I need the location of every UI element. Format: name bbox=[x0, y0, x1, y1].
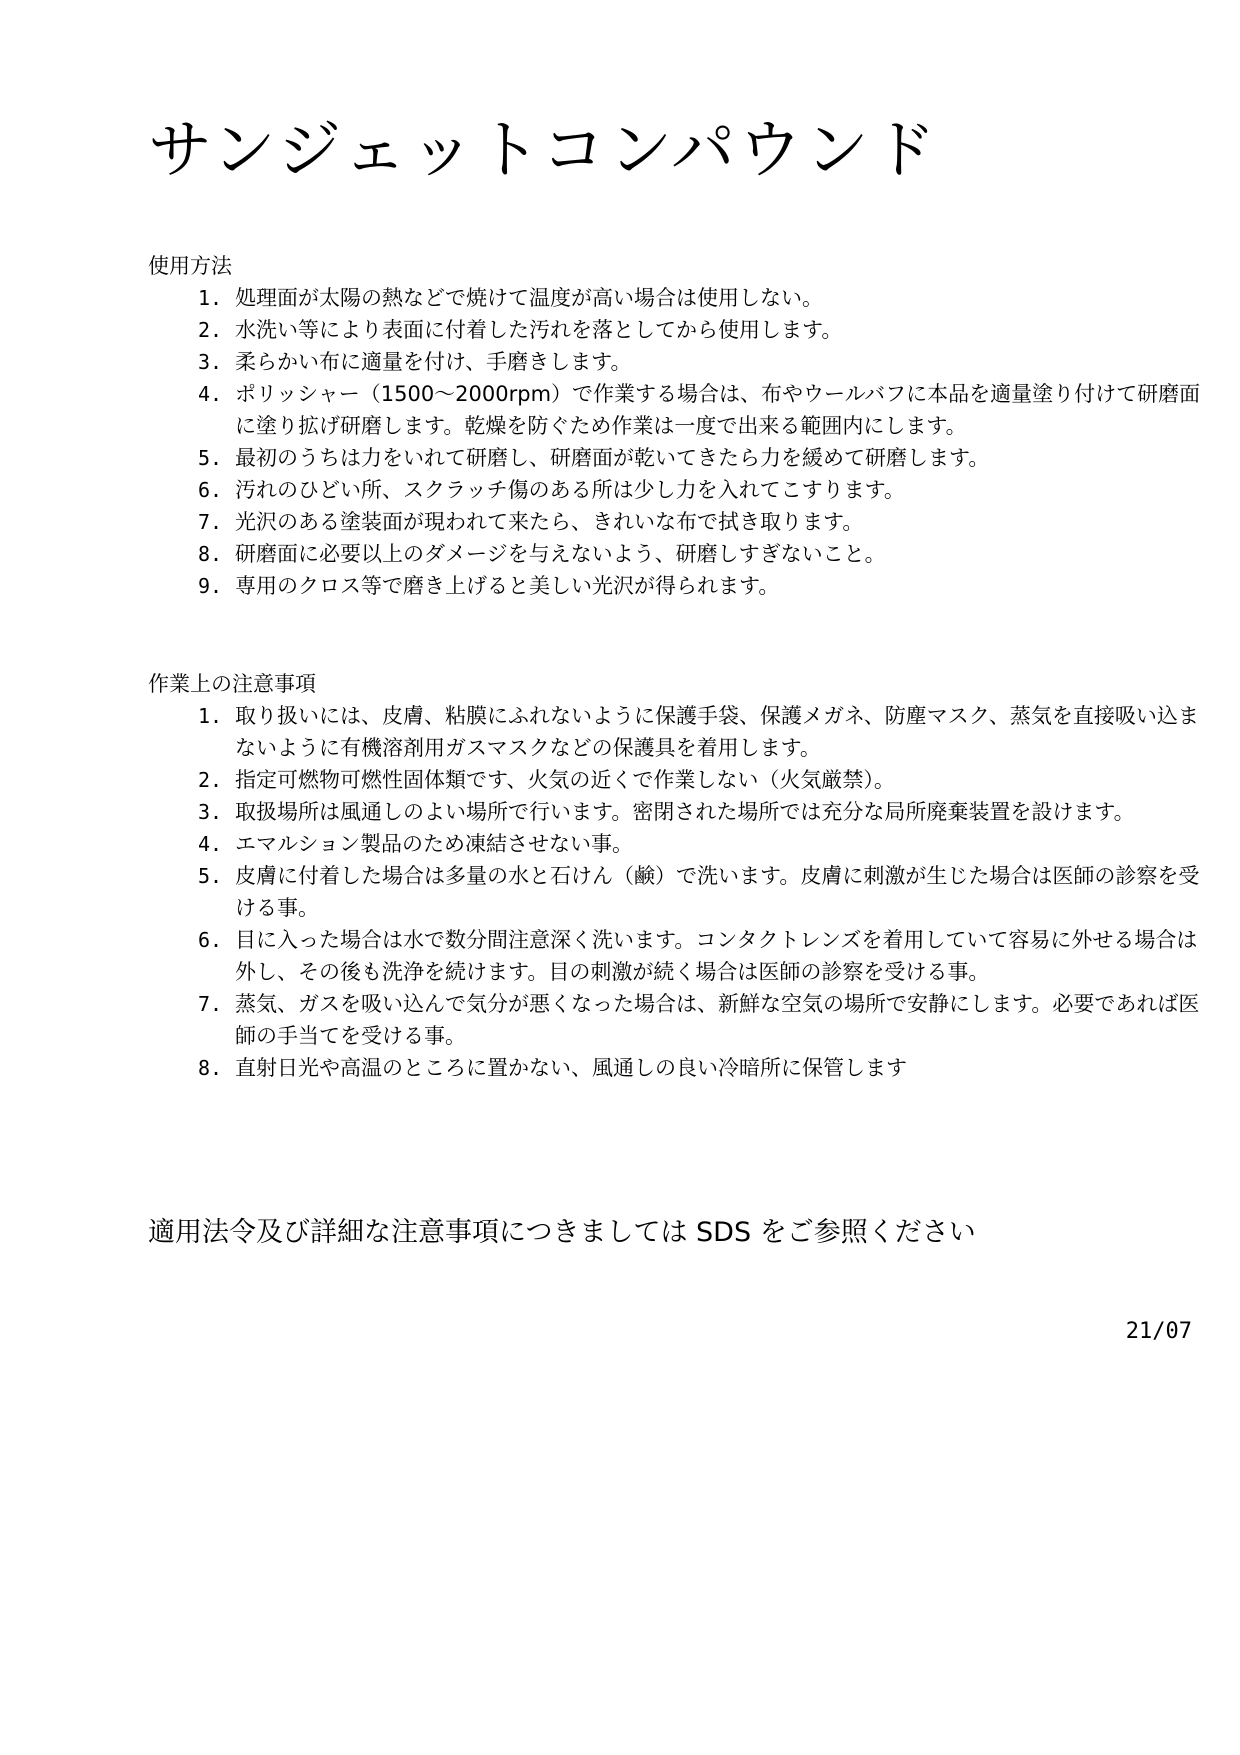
usage-list bbox=[148, 282, 1208, 602]
list-item bbox=[148, 378, 1208, 442]
item-number: 5. bbox=[198, 446, 223, 470]
item-number: 5. bbox=[198, 864, 223, 888]
caution-section bbox=[148, 668, 1208, 1084]
list-item bbox=[148, 1052, 1208, 1084]
item-text: 研磨面に必要以上のダメージを与えないよう、研磨しすぎないこと。 bbox=[235, 542, 886, 566]
usage-section bbox=[148, 250, 1208, 602]
revision-date: 21/07 bbox=[1125, 1319, 1192, 1344]
item-text: 専用のクロス等で磨き上げると美しい光沢が得られます。 bbox=[235, 574, 780, 598]
item-text: 光沢のある塗装面が現われて来たら、きれいな布で拭き取ります。 bbox=[235, 510, 864, 534]
item-number: 3. bbox=[198, 350, 223, 374]
list-item bbox=[148, 570, 1208, 602]
item-text: 指定可燃物可燃性固体類です、火気の近くで作業しない（火気厳禁）。 bbox=[235, 768, 895, 792]
item-text: 取扱場所は風通しのよい場所で行います。密閉された場所では充分な局所廃棄装置を設けます。 bbox=[235, 800, 1135, 824]
item-number: 4. bbox=[198, 832, 223, 856]
item-number: 7. bbox=[198, 992, 223, 1016]
item-text: 取り扱いには、皮膚、粘膜にふれないように保護手袋、保護メガネ、防塵マスク、蒸気を直接吸い込まないように有機溶剤用ガスマスクなどの保護具を着用します。 bbox=[235, 704, 1199, 760]
list-item bbox=[148, 442, 1208, 474]
list-item bbox=[148, 282, 1208, 314]
item-text: 蒸気、ガスを吸い込んで気分が悪くなった場合は、新鮮な空気の場所で安静にします。必要であれば医師の手当てを受ける事。 bbox=[235, 992, 1200, 1048]
item-text: エマルション製品のため凍結させない事。 bbox=[235, 832, 634, 856]
list-item bbox=[148, 924, 1208, 988]
item-text: 柔らかい布に適量を付け、手磨きします。 bbox=[235, 350, 632, 374]
item-number: 1. bbox=[198, 704, 223, 728]
item-number: 8. bbox=[198, 1056, 223, 1080]
item-number: 8. bbox=[198, 542, 223, 566]
item-text: 処理面が太陽の熱などで焼けて温度が高い場合は使用しない。 bbox=[235, 286, 823, 310]
item-number: 7. bbox=[198, 510, 223, 534]
document-title: サンジェットコンパウンド bbox=[148, 114, 939, 188]
list-item bbox=[148, 538, 1208, 570]
list-item bbox=[148, 796, 1208, 828]
item-text: 水洗い等により表面に付着した汚れを落としてから使用します。 bbox=[235, 318, 843, 342]
list-item bbox=[148, 474, 1208, 506]
list-item bbox=[148, 314, 1208, 346]
caution-list bbox=[148, 700, 1208, 1084]
item-number: 9. bbox=[198, 574, 223, 598]
item-number: 4. bbox=[198, 382, 223, 406]
item-text: 直射日光や高温のところに置かない、風通しの良い冷暗所に保管します bbox=[235, 1056, 907, 1080]
item-number: 2. bbox=[198, 318, 223, 342]
list-item bbox=[148, 346, 1208, 378]
sds-reference-note: 適用法令及び詳細な注意事項につきましては SDS をご参照ください bbox=[148, 1217, 976, 1248]
item-text: 最初のうちは力をいれて研磨し、研磨面が乾いてきたら力を緩めて研磨します。 bbox=[235, 446, 990, 470]
item-number: 6. bbox=[198, 478, 223, 502]
list-item bbox=[148, 828, 1208, 860]
item-number: 3. bbox=[198, 800, 223, 824]
list-item bbox=[148, 764, 1208, 796]
list-item bbox=[148, 988, 1208, 1052]
item-text: ポリッシャー（1500～2000rpm）で作業する場合は、布やウールバフに本品を適量塗り付けて研磨面に塗り拡げ研磨します。乾燥を防ぐため作業は一度で出来る範囲内にします。 bbox=[235, 382, 1201, 438]
usage-heading: 使用方法 bbox=[148, 254, 232, 278]
item-text: 皮膚に付着した場合は多量の水と石けん（鹸）で洗います。皮膚に刺激が生じた場合は医師の診察を受ける事。 bbox=[235, 864, 1200, 920]
caution-heading: 作業上の注意事項 bbox=[148, 672, 316, 696]
item-number: 6. bbox=[198, 928, 223, 952]
item-text: 汚れのひどい所、スクラッチ傷のある所は少し力を入れてこすります。 bbox=[235, 478, 905, 502]
list-item bbox=[148, 506, 1208, 538]
list-item bbox=[148, 860, 1208, 924]
item-number: 1. bbox=[198, 286, 223, 310]
item-text: 目に入った場合は水で数分間注意深く洗います。コンタクトレンズを着用していて容易に外せる場合は外し、その後も洗浄を続けます。目の刺激が続く場合は医師の診察を受ける事。 bbox=[235, 928, 1198, 984]
list-item bbox=[148, 700, 1208, 764]
item-number: 2. bbox=[198, 768, 223, 792]
